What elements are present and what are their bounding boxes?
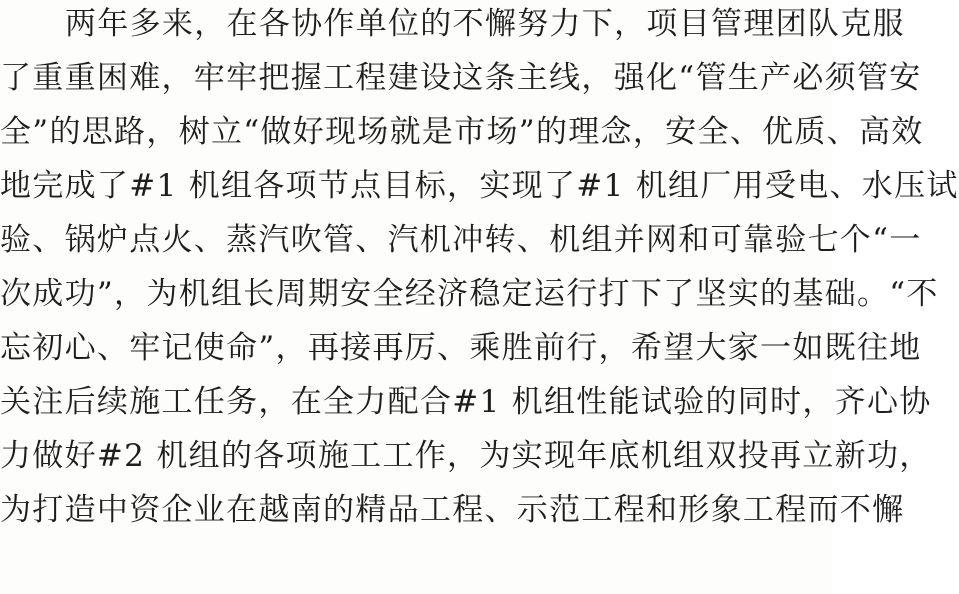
paragraph-line-3: 全”的思路，树立“做好现场就是市场”的理念，安全、优质、高效 — [0, 114, 924, 150]
paragraph-line-6: 次成功”，为机组长周期安全经济稳定运行打下了坚实的基础。“不 — [0, 276, 939, 312]
paragraph-line-2: 了重重困难，牢牢把握工程建设这条主线，强化“管生产必须管安 — [0, 60, 922, 96]
paragraph-line-8: 关注后续施工任务，在全力配合#1 机组性能试验的同时，齐心协 — [0, 384, 932, 420]
paragraph-line-10: 为打造中资企业在越南的精品工程、示范工程和形象工程而不懈 — [0, 492, 905, 528]
paragraph-line-4: 地完成了#1 机组各项节点目标，实现了#1 机组厂用受电、水压试 — [0, 168, 959, 204]
paragraph-line-9: 力做好#2 机组的各项施工工作，为实现年底机组双投再立新功， — [0, 438, 932, 474]
paragraph-line-5: 验、锅炉点火、蒸汽吹管、汽机冲转、机组并网和可靠验七个“一 — [0, 222, 922, 258]
paragraph-line-1: 两年多来，在各协作单位的不懈努力下，项目管理团队克服 — [65, 6, 905, 42]
paragraph-line-7: 忘初心、牢记使命”，再接再厉、乘胜前行，希望大家一如既往地 — [0, 330, 922, 366]
